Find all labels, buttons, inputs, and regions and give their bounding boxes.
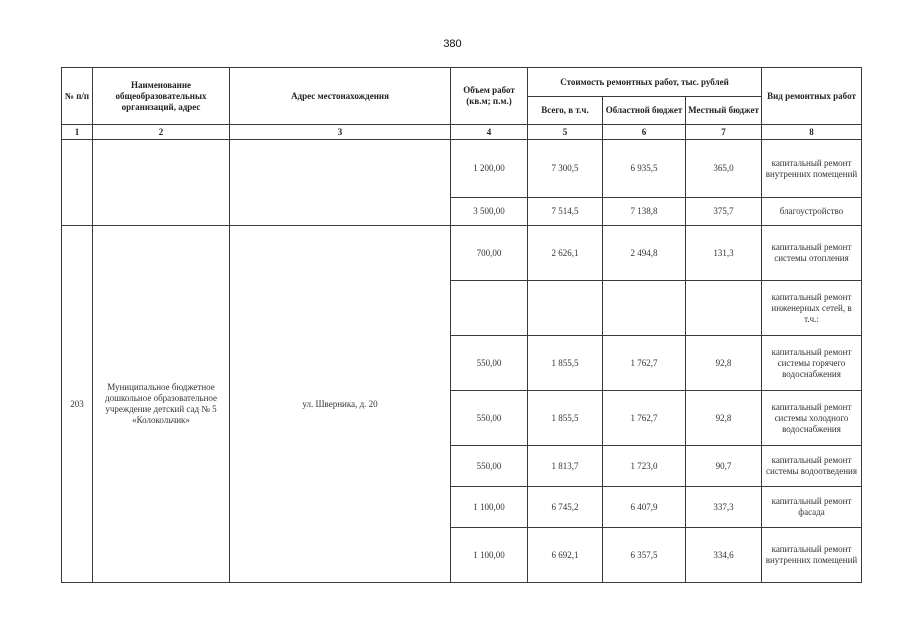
cell-total: 7 514,5 [528, 198, 603, 226]
cell-local: 375,7 [686, 198, 762, 226]
cell-local: 90,7 [686, 446, 762, 487]
table-row [62, 140, 862, 198]
cell-local: 131,3 [686, 226, 762, 281]
column-number: 2 [93, 125, 230, 140]
header-name: Наименование общеобразовательных организаций, адрес [93, 68, 230, 125]
cell-regional: 2 494,8 [603, 226, 686, 281]
cell-num [62, 140, 93, 226]
column-number: 8 [762, 125, 862, 140]
cell-work-type: капитальный ремонт системы горячего водоснабжения [762, 336, 862, 391]
cell-total: 2 626,1 [528, 226, 603, 281]
cell-work-type: капитальный ремонт системы холодного водоснабжения [762, 391, 862, 446]
cell-volume [451, 281, 528, 336]
cell-work-type: капитальный ремонт инженерных сетей, в т.ч.: [762, 281, 862, 336]
cell-volume: 550,00 [451, 446, 528, 487]
header-volume: Объем работ (кв.м; п.м.) [451, 68, 528, 125]
cell-work-type: благоустройство [762, 198, 862, 226]
cell-address: ул. Шверника, д. 20 [230, 226, 451, 583]
cell-volume: 1 200,00 [451, 140, 528, 198]
cell-num: 203 [62, 226, 93, 583]
cell-regional: 1 723,0 [603, 446, 686, 487]
header-local: Местный бюджет [686, 97, 762, 125]
table-row [62, 226, 862, 281]
cell-volume: 1 100,00 [451, 487, 528, 528]
page-number: 380 [443, 38, 462, 50]
cell-total: 1 855,5 [528, 391, 603, 446]
repair-works-table [61, 67, 862, 583]
cell-regional: 6 935,5 [603, 140, 686, 198]
header-total: Всего, в т.ч. [528, 97, 603, 125]
cell-work-type: капитальный ремонт внутренних помещений [762, 528, 862, 583]
column-number: 7 [686, 125, 762, 140]
column-number: 5 [528, 125, 603, 140]
cell-volume: 700,00 [451, 226, 528, 281]
cell-local: 337,3 [686, 487, 762, 528]
cell-total: 1 855,5 [528, 336, 603, 391]
header-work-type: Вид ремонтных работ [762, 68, 862, 125]
cell-name [93, 140, 230, 226]
cell-total: 7 300,5 [528, 140, 603, 198]
cell-regional: 1 762,7 [603, 391, 686, 446]
cell-local: 92,8 [686, 336, 762, 391]
cell-volume: 550,00 [451, 336, 528, 391]
cell-total: 6 745,2 [528, 487, 603, 528]
column-number: 4 [451, 125, 528, 140]
cell-work-type: капитальный ремонт системы водоотведения [762, 446, 862, 487]
cell-regional: 6 357,5 [603, 528, 686, 583]
cell-local: 334,6 [686, 528, 762, 583]
cell-address [230, 140, 451, 226]
cell-regional [603, 281, 686, 336]
cell-volume: 3 500,00 [451, 198, 528, 226]
cell-local [686, 281, 762, 336]
cell-regional: 1 762,7 [603, 336, 686, 391]
header-num: № п/п [62, 68, 93, 125]
cell-regional: 6 407,9 [603, 487, 686, 528]
cell-total: 1 813,7 [528, 446, 603, 487]
header-regional: Областной бюджет [603, 97, 686, 125]
header-address: Адрес местонахождения [230, 68, 451, 125]
column-number: 3 [230, 125, 451, 140]
column-number: 1 [62, 125, 93, 140]
cell-regional: 7 138,8 [603, 198, 686, 226]
cell-work-type: капитальный ремонт фасада [762, 487, 862, 528]
cell-total: 6 692,1 [528, 528, 603, 583]
cell-local: 92,8 [686, 391, 762, 446]
cell-work-type: капитальный ремонт системы отопления [762, 226, 862, 281]
cell-volume: 1 100,00 [451, 528, 528, 583]
cell-local: 365,0 [686, 140, 762, 198]
cell-work-type: капитальный ремонт внутренних помещений [762, 140, 862, 198]
column-number: 6 [603, 125, 686, 140]
cell-name: Муниципальное бюджетное дошкольное образовательное учреждение детский сад № 5 «Колокольчик» [93, 226, 230, 583]
cell-volume: 550,00 [451, 391, 528, 446]
column-number-row [62, 125, 862, 140]
cell-total [528, 281, 603, 336]
header-cost-group: Стоимость ремонтных работ, тыс. рублей [528, 68, 762, 97]
